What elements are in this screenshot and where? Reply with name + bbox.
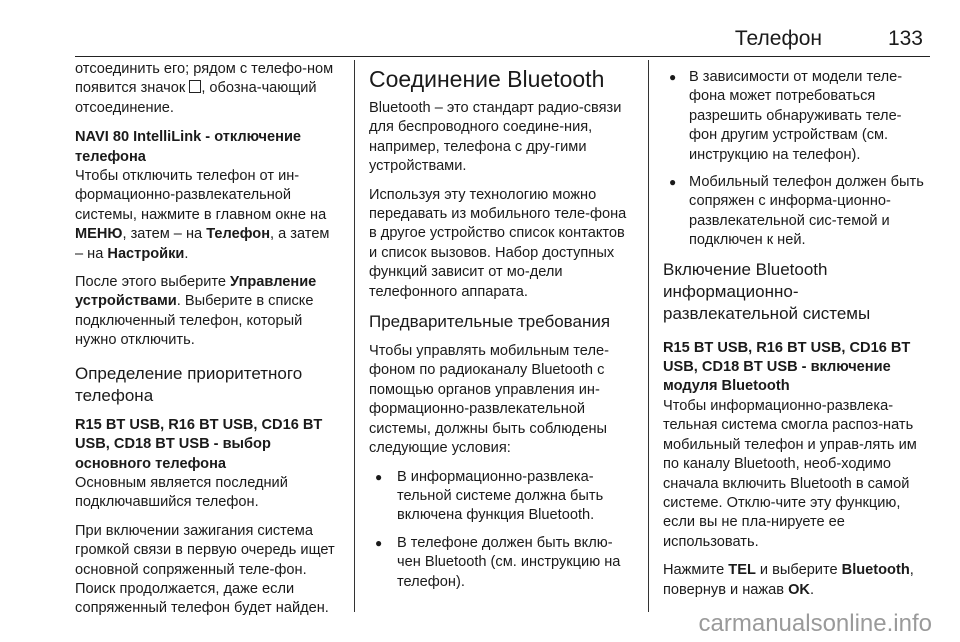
list-item: ● В телефоне должен быть вклю-чен Bluetooth (см. инструкцию на телефон).	[369, 534, 633, 592]
watermark: carmanualsonline.info	[698, 610, 932, 637]
paragraph-manage-devices: После этого выберите Управление устройствами. Выберите в списке подключенный телефон, который нужно отключить.	[75, 274, 317, 349]
paragraph-requirements: Чтобы управлять мобильным теле-фоном по радиоканалу Bluetooth с помощью органов управления ин-формационно-развлекательной системы, должны быть соблюдены следующие условия:	[369, 343, 609, 457]
heading-r15-primary: R15 BT USB, R16 BT USB, CD16 BT USB, CD18 BT USB - выбор основного телефона	[75, 416, 323, 472]
disconnected-phone-icon	[189, 80, 201, 93]
paragraph-navi-disconnect: Чтобы отключить телефон от ин-формационно-развлекательной системы, нажмите в главном окне на МЕНЮ, затем – на Телефон, а затем – на Настройки.	[75, 168, 330, 262]
list-item: ● В информационно-развлека-тельной системе должна быть включена функция Bluetooth.	[369, 468, 633, 526]
page-header	[75, 24, 930, 54]
paragraph-press-tel: Нажмите TEL и выберите Bluetooth, повернув и нажав OK.	[663, 562, 914, 598]
heading-enable-bluetooth: Включение Bluetooth информационно-развлекательной системы	[663, 259, 871, 323]
page-title: Телефон	[734, 27, 822, 50]
column-2	[369, 60, 633, 600]
list-item: ● В зависимости от модели теле-фона может потребоваться разрешить обнаруживать теле-фон другим устройствам (см. инструкцию на телефон).	[663, 68, 929, 165]
heading-priority-phone: Определение приоритетного телефона	[75, 363, 303, 405]
heading-r15-enable: R15 BT USB, R16 BT USB, CD16 BT USB, CD18 BT USB - включение модуля Bluetooth	[663, 339, 911, 395]
heading-navi-disconnect: NAVI 80 IntelliLink - отключение телефона	[75, 129, 302, 165]
column-3	[663, 60, 929, 609]
heading-bluetooth-connection: Соединение Bluetooth	[369, 66, 605, 92]
paragraph-enable-bluetooth: Чтобы информационно-развлека-тельная система смогла распоз-нать мобильный телефон и управ-лять им по каналу Bluetooth, необ-ходимо сначала включить Bluetooth в самой системе. Отклю-чите эту функцию, если вы не пла-нируете ее использовать.	[663, 397, 917, 550]
requirements-list	[369, 468, 633, 592]
paragraph-bluetooth-standard: Bluetooth – это стандарт радио-связи для беспроводного соедине-ния, например, телефона с дру-гими устройствами.	[369, 100, 622, 175]
paragraph-ignition: При включении зажигания система громкой связи в первую очередь ищет основной сопряженный теле-фон. Поиск продолжается, даже если сопряженный телефон будет найден.	[75, 522, 335, 617]
page-number: 133	[887, 27, 923, 50]
column-divider-2	[648, 60, 649, 612]
paragraph-disconnect-icon: отсоединить его; рядом с телефо-ном появится значок , обозна-чающий отсоединение.	[75, 61, 334, 116]
paragraph-bluetooth-tech: Используя эту технологию можно передавать из мобильного теле-фона в другое устройство список контактов и список вызовов. Набор доступных функций зависит от мо-дели телефонного аппарата.	[369, 186, 627, 300]
column-divider-1	[354, 60, 355, 612]
list-item: ● Мобильный телефон должен быть сопряжен с информа-ционно-развлекательной сис-темой и подключен к ней.	[663, 173, 929, 251]
paragraph-primary-phone: Основным является последний подключавшийся телефон.	[75, 474, 288, 511]
header-divider	[75, 56, 930, 57]
requirements-list-continued	[663, 68, 929, 251]
heading-requirements: Предварительные требования	[369, 312, 611, 332]
column-1	[75, 60, 337, 628]
